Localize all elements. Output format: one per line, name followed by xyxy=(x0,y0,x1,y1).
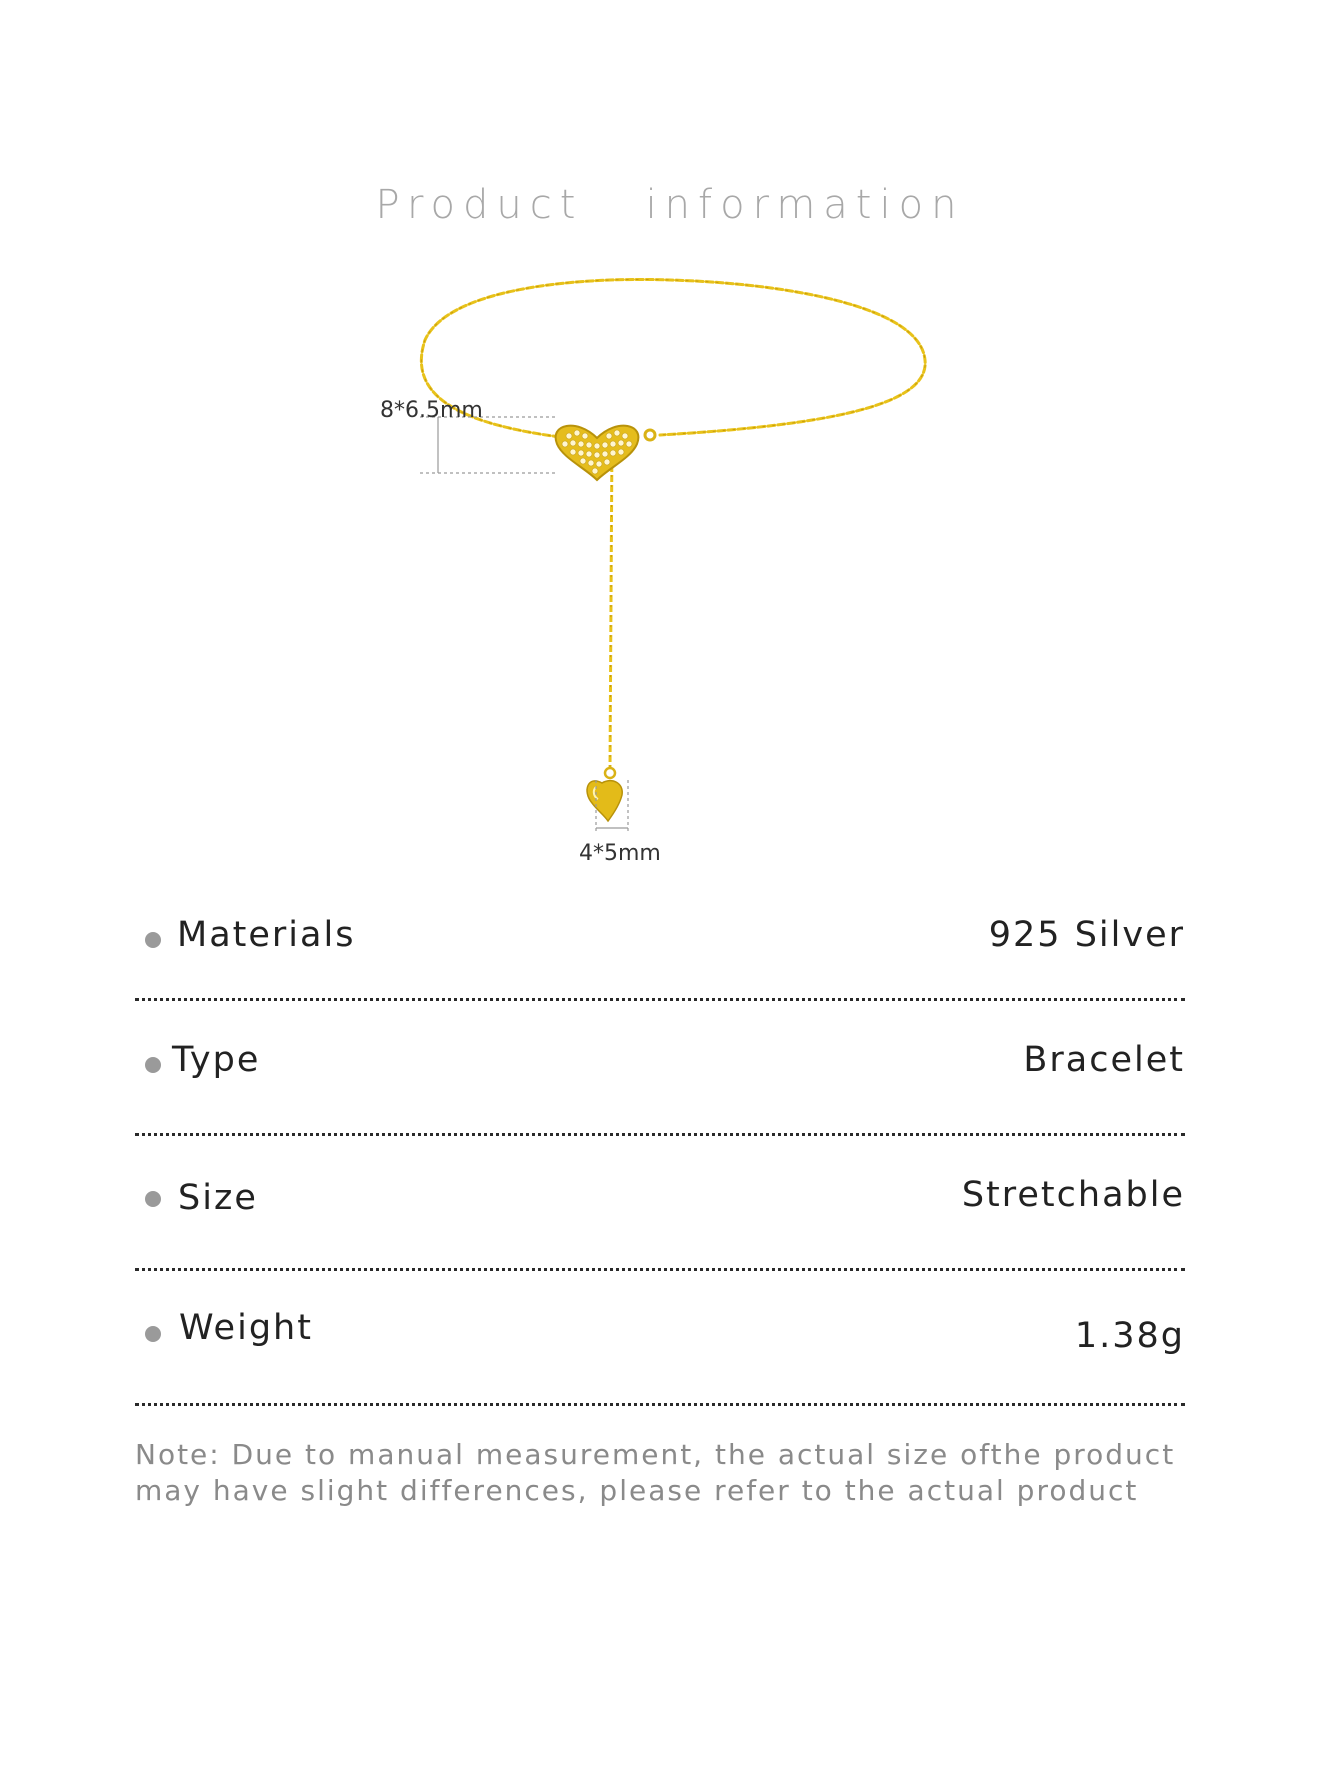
bullet-icon xyxy=(145,1326,161,1342)
divider xyxy=(135,1133,1185,1136)
drop-heart xyxy=(587,768,622,821)
spec-value: 925 Silver xyxy=(988,915,1185,955)
divider xyxy=(135,998,1185,1001)
bullet-icon xyxy=(145,932,161,948)
spec-row-weight xyxy=(135,1308,1185,1368)
bullet-icon xyxy=(145,1057,161,1073)
bracelet-image xyxy=(360,265,980,895)
spec-label: Type xyxy=(172,1040,261,1080)
spec-value: Bracelet xyxy=(1023,1040,1185,1080)
spec-row-materials xyxy=(135,915,1185,975)
heart-dimension-label: 8*6.5mm xyxy=(380,398,483,423)
bullet-icon xyxy=(145,1191,161,1207)
spec-label: Materials xyxy=(177,915,356,955)
note-line-1: Note: Due to manual measurement, the actual size ofthe product xyxy=(135,1438,1176,1471)
bracelet-chain xyxy=(421,279,925,437)
divider xyxy=(135,1268,1185,1271)
spec-value: Stretchable xyxy=(961,1175,1185,1215)
note-line-2: may have slight differences, please refer to the actual product xyxy=(135,1474,1139,1507)
spec-row-type xyxy=(135,1040,1185,1100)
page-title: Product information xyxy=(375,182,965,228)
spec-value: 1.38g xyxy=(1074,1316,1185,1356)
measurement-note xyxy=(135,1437,1235,1509)
spec-label: Size xyxy=(178,1178,258,1218)
bracelet-illustration xyxy=(360,265,980,895)
spec-row-size xyxy=(135,1175,1185,1238)
spec-label: Weight xyxy=(179,1308,313,1348)
heart-charm xyxy=(556,426,639,480)
divider xyxy=(135,1403,1185,1406)
drop-dimension-label: 4*5mm xyxy=(579,841,661,866)
heart-dimension-guide xyxy=(420,417,555,473)
